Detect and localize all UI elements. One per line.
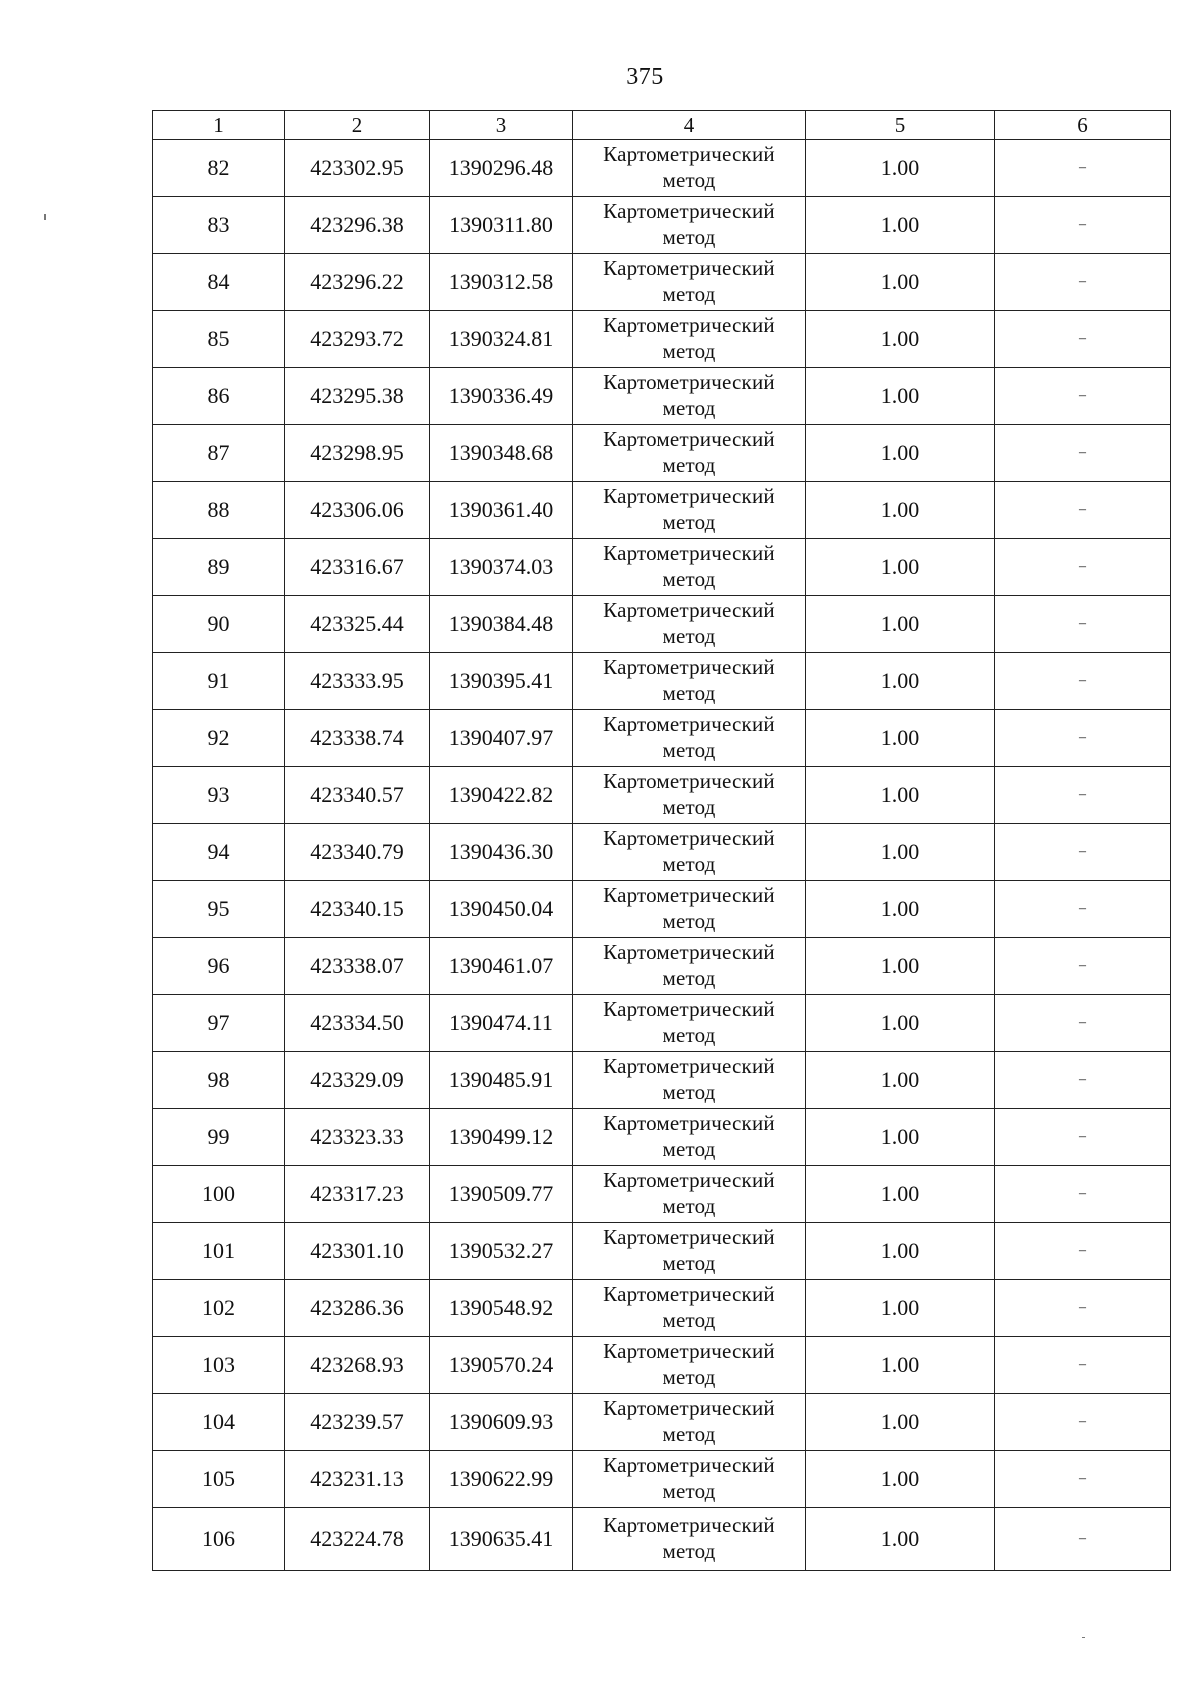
method-line-1: Картометрический <box>603 655 775 680</box>
table-row <box>153 1394 1171 1451</box>
x-coordinate-cell: 423338.74 <box>285 710 430 767</box>
method-line-2: метод <box>662 225 716 249</box>
x-coordinate-cell: 423317.23 <box>285 1166 430 1223</box>
method-line-2: метод <box>662 453 716 477</box>
point-number-cell: 94 <box>153 824 285 881</box>
method-line-2: метод <box>662 624 716 648</box>
table-row <box>153 1280 1171 1337</box>
note-cell: – <box>995 197 1171 254</box>
y-coordinate-cell: 1390450.04 <box>430 881 573 938</box>
method-line-1: Картометрический <box>603 1054 775 1079</box>
point-number-cell: 100 <box>153 1166 285 1223</box>
method-cell <box>573 1052 806 1109</box>
point-number-cell: 86 <box>153 368 285 425</box>
table-row <box>153 1337 1171 1394</box>
accuracy-cell: 1.00 <box>806 881 995 938</box>
y-coordinate-cell: 1390485.91 <box>430 1052 573 1109</box>
x-coordinate-cell: 423338.07 <box>285 938 430 995</box>
y-coordinate-cell: 1390474.11 <box>430 995 573 1052</box>
scan-speck <box>1082 1637 1085 1638</box>
table-row <box>153 1052 1171 1109</box>
method-line-1: Картометрический <box>603 313 775 338</box>
note-cell: – <box>995 311 1171 368</box>
note-cell: – <box>995 482 1171 539</box>
method-line-2: метод <box>662 1539 716 1563</box>
method-line-2: метод <box>662 909 716 933</box>
method-line-1: Картометрический <box>603 1513 775 1538</box>
note-cell: – <box>995 995 1171 1052</box>
method-line-1: Картометрический <box>603 1396 775 1421</box>
x-coordinate-cell: 423323.33 <box>285 1109 430 1166</box>
point-number-cell: 83 <box>153 197 285 254</box>
accuracy-cell: 1.00 <box>806 140 995 197</box>
x-coordinate-cell: 423340.57 <box>285 767 430 824</box>
y-coordinate-cell: 1390422.82 <box>430 767 573 824</box>
method-line-2: метод <box>662 282 716 306</box>
point-number-cell: 95 <box>153 881 285 938</box>
point-number-cell: 88 <box>153 482 285 539</box>
method-line-1: Картометрический <box>603 883 775 908</box>
note-cell: – <box>995 140 1171 197</box>
method-line-1: Картометрический <box>603 1225 775 1250</box>
method-cell <box>573 539 806 596</box>
point-number-cell: 102 <box>153 1280 285 1337</box>
method-line-1: Картометрический <box>603 1453 775 1478</box>
x-coordinate-cell: 423268.93 <box>285 1337 430 1394</box>
table-row <box>153 881 1171 938</box>
accuracy-cell: 1.00 <box>806 1508 995 1571</box>
method-cell <box>573 1508 806 1571</box>
method-cell <box>573 881 806 938</box>
method-line-2: метод <box>662 1308 716 1332</box>
method-line-1: Картометрический <box>603 712 775 737</box>
method-line-2: метод <box>662 738 716 762</box>
method-line-1: Картометрический <box>603 256 775 281</box>
note-cell: – <box>995 1508 1171 1571</box>
table-row <box>153 1223 1171 1280</box>
method-cell <box>573 767 806 824</box>
method-line-2: метод <box>662 1137 716 1161</box>
method-line-1: Картометрический <box>603 1282 775 1307</box>
accuracy-cell: 1.00 <box>806 1394 995 1451</box>
table-row <box>153 1166 1171 1223</box>
x-coordinate-cell: 423340.15 <box>285 881 430 938</box>
y-coordinate-cell: 1390436.30 <box>430 824 573 881</box>
method-cell <box>573 311 806 368</box>
x-coordinate-cell: 423302.95 <box>285 140 430 197</box>
note-cell: – <box>995 1280 1171 1337</box>
column-header: 5 <box>806 111 995 140</box>
scan-speck <box>44 214 46 220</box>
y-coordinate-cell: 1390570.24 <box>430 1337 573 1394</box>
y-coordinate-cell: 1390461.07 <box>430 938 573 995</box>
x-coordinate-cell: 423231.13 <box>285 1451 430 1508</box>
point-number-cell: 93 <box>153 767 285 824</box>
accuracy-cell: 1.00 <box>806 767 995 824</box>
method-line-2: метод <box>662 567 716 591</box>
method-line-1: Картометрический <box>603 142 775 167</box>
y-coordinate-cell: 1390374.03 <box>430 539 573 596</box>
column-header: 1 <box>153 111 285 140</box>
column-header: 4 <box>573 111 806 140</box>
table-row <box>153 596 1171 653</box>
x-coordinate-cell: 423296.22 <box>285 254 430 311</box>
method-cell <box>573 1223 806 1280</box>
y-coordinate-cell: 1390311.80 <box>430 197 573 254</box>
y-coordinate-cell: 1390532.27 <box>430 1223 573 1280</box>
method-cell <box>573 254 806 311</box>
method-cell <box>573 1451 806 1508</box>
point-number-cell: 90 <box>153 596 285 653</box>
accuracy-cell: 1.00 <box>806 254 995 311</box>
point-number-cell: 96 <box>153 938 285 995</box>
accuracy-cell: 1.00 <box>806 596 995 653</box>
point-number-cell: 87 <box>153 425 285 482</box>
accuracy-cell: 1.00 <box>806 1109 995 1166</box>
method-cell <box>573 653 806 710</box>
x-coordinate-cell: 423316.67 <box>285 539 430 596</box>
method-line-1: Картометрический <box>603 997 775 1022</box>
accuracy-cell: 1.00 <box>806 425 995 482</box>
note-cell: – <box>995 1394 1171 1451</box>
table-row <box>153 938 1171 995</box>
y-coordinate-cell: 1390312.58 <box>430 254 573 311</box>
accuracy-cell: 1.00 <box>806 1223 995 1280</box>
note-cell: – <box>995 767 1171 824</box>
x-coordinate-cell: 423298.95 <box>285 425 430 482</box>
note-cell: – <box>995 1052 1171 1109</box>
accuracy-cell: 1.00 <box>806 311 995 368</box>
y-coordinate-cell: 1390336.49 <box>430 368 573 425</box>
note-cell: – <box>995 1337 1171 1394</box>
method-cell <box>573 938 806 995</box>
method-line-2: метод <box>662 510 716 534</box>
accuracy-cell: 1.00 <box>806 197 995 254</box>
y-coordinate-cell: 1390622.99 <box>430 1451 573 1508</box>
method-line-1: Картометрический <box>603 1168 775 1193</box>
method-line-2: метод <box>662 852 716 876</box>
page-number: 375 <box>626 64 664 90</box>
accuracy-cell: 1.00 <box>806 938 995 995</box>
method-cell <box>573 1166 806 1223</box>
x-coordinate-cell: 423286.36 <box>285 1280 430 1337</box>
method-line-2: метод <box>662 1365 716 1389</box>
method-line-2: метод <box>662 339 716 363</box>
x-coordinate-cell: 423329.09 <box>285 1052 430 1109</box>
method-cell <box>573 824 806 881</box>
y-coordinate-cell: 1390361.40 <box>430 482 573 539</box>
x-coordinate-cell: 423333.95 <box>285 653 430 710</box>
table-row <box>153 368 1171 425</box>
note-cell: – <box>995 881 1171 938</box>
point-number-cell: 89 <box>153 539 285 596</box>
note-cell: – <box>995 254 1171 311</box>
table-body <box>153 140 1171 1571</box>
point-number-cell: 82 <box>153 140 285 197</box>
accuracy-cell: 1.00 <box>806 995 995 1052</box>
method-cell <box>573 140 806 197</box>
accuracy-cell: 1.00 <box>806 1451 995 1508</box>
table-row <box>153 425 1171 482</box>
method-cell <box>573 1109 806 1166</box>
accuracy-cell: 1.00 <box>806 653 995 710</box>
coordinates-table <box>152 110 1171 1571</box>
method-cell <box>573 425 806 482</box>
accuracy-cell: 1.00 <box>806 1337 995 1394</box>
x-coordinate-cell: 423239.57 <box>285 1394 430 1451</box>
accuracy-cell: 1.00 <box>806 824 995 881</box>
method-line-1: Картометрический <box>603 940 775 965</box>
table-row <box>153 653 1171 710</box>
accuracy-cell: 1.00 <box>806 368 995 425</box>
method-line-2: метод <box>662 1023 716 1047</box>
table-row <box>153 767 1171 824</box>
table-row <box>153 710 1171 767</box>
point-number-cell: 92 <box>153 710 285 767</box>
point-number-cell: 99 <box>153 1109 285 1166</box>
accuracy-cell: 1.00 <box>806 482 995 539</box>
accuracy-cell: 1.00 <box>806 1166 995 1223</box>
column-header: 2 <box>285 111 430 140</box>
note-cell: – <box>995 1109 1171 1166</box>
method-line-1: Картометрический <box>603 826 775 851</box>
method-line-2: метод <box>662 168 716 192</box>
y-coordinate-cell: 1390296.48 <box>430 140 573 197</box>
method-line-1: Картометрический <box>603 541 775 566</box>
method-line-1: Картометрический <box>603 199 775 224</box>
x-coordinate-cell: 423340.79 <box>285 824 430 881</box>
table-row <box>153 824 1171 881</box>
method-line-1: Картометрический <box>603 769 775 794</box>
method-line-1: Картометрический <box>603 1111 775 1136</box>
note-cell: – <box>995 1166 1171 1223</box>
note-cell: – <box>995 368 1171 425</box>
note-cell: – <box>995 938 1171 995</box>
point-number-cell: 84 <box>153 254 285 311</box>
x-coordinate-cell: 423301.10 <box>285 1223 430 1280</box>
table-row <box>153 140 1171 197</box>
accuracy-cell: 1.00 <box>806 1280 995 1337</box>
table-row <box>153 482 1171 539</box>
method-line-1: Картометрический <box>603 484 775 509</box>
point-number-cell: 105 <box>153 1451 285 1508</box>
method-cell <box>573 1394 806 1451</box>
accuracy-cell: 1.00 <box>806 710 995 767</box>
method-line-2: метод <box>662 966 716 990</box>
y-coordinate-cell: 1390499.12 <box>430 1109 573 1166</box>
x-coordinate-cell: 423306.06 <box>285 482 430 539</box>
x-coordinate-cell: 423295.38 <box>285 368 430 425</box>
table-row <box>153 995 1171 1052</box>
method-line-2: метод <box>662 795 716 819</box>
note-cell: – <box>995 824 1171 881</box>
note-cell: – <box>995 539 1171 596</box>
method-cell <box>573 596 806 653</box>
y-coordinate-cell: 1390348.68 <box>430 425 573 482</box>
y-coordinate-cell: 1390395.41 <box>430 653 573 710</box>
method-line-2: метод <box>662 1479 716 1503</box>
method-line-1: Картометрический <box>603 427 775 452</box>
y-coordinate-cell: 1390635.41 <box>430 1508 573 1571</box>
point-number-cell: 98 <box>153 1052 285 1109</box>
method-line-1: Картометрический <box>603 370 775 395</box>
column-header: 6 <box>995 111 1171 140</box>
table-row <box>153 539 1171 596</box>
accuracy-cell: 1.00 <box>806 539 995 596</box>
method-line-2: метод <box>662 396 716 420</box>
method-cell <box>573 368 806 425</box>
note-cell: – <box>995 596 1171 653</box>
note-cell: – <box>995 425 1171 482</box>
x-coordinate-cell: 423296.38 <box>285 197 430 254</box>
note-cell: – <box>995 653 1171 710</box>
x-coordinate-cell: 423293.72 <box>285 311 430 368</box>
method-cell <box>573 710 806 767</box>
table-row <box>153 311 1171 368</box>
method-line-1: Картометрический <box>603 598 775 623</box>
y-coordinate-cell: 1390407.97 <box>430 710 573 767</box>
point-number-cell: 85 <box>153 311 285 368</box>
y-coordinate-cell: 1390509.77 <box>430 1166 573 1223</box>
table-row <box>153 254 1171 311</box>
table-row <box>153 1451 1171 1508</box>
x-coordinate-cell: 423224.78 <box>285 1508 430 1571</box>
table-row <box>153 1109 1171 1166</box>
header-row <box>153 111 1171 140</box>
method-cell <box>573 995 806 1052</box>
point-number-cell: 104 <box>153 1394 285 1451</box>
method-cell <box>573 1280 806 1337</box>
y-coordinate-cell: 1390609.93 <box>430 1394 573 1451</box>
method-line-2: метод <box>662 1251 716 1275</box>
point-number-cell: 91 <box>153 653 285 710</box>
column-header: 3 <box>430 111 573 140</box>
y-coordinate-cell: 1390324.81 <box>430 311 573 368</box>
method-cell <box>573 197 806 254</box>
note-cell: – <box>995 710 1171 767</box>
note-cell: – <box>995 1223 1171 1280</box>
y-coordinate-cell: 1390384.48 <box>430 596 573 653</box>
point-number-cell: 101 <box>153 1223 285 1280</box>
x-coordinate-cell: 423334.50 <box>285 995 430 1052</box>
point-number-cell: 103 <box>153 1337 285 1394</box>
method-line-2: метод <box>662 1194 716 1218</box>
x-coordinate-cell: 423325.44 <box>285 596 430 653</box>
method-line-2: метод <box>662 1422 716 1446</box>
point-number-cell: 106 <box>153 1508 285 1571</box>
table-row <box>153 1508 1171 1571</box>
table-row <box>153 197 1171 254</box>
note-cell: – <box>995 1451 1171 1508</box>
method-line-2: метод <box>662 681 716 705</box>
method-line-1: Картометрический <box>603 1339 775 1364</box>
accuracy-cell: 1.00 <box>806 1052 995 1109</box>
method-line-2: метод <box>662 1080 716 1104</box>
method-cell <box>573 1337 806 1394</box>
point-number-cell: 97 <box>153 995 285 1052</box>
y-coordinate-cell: 1390548.92 <box>430 1280 573 1337</box>
method-cell <box>573 482 806 539</box>
